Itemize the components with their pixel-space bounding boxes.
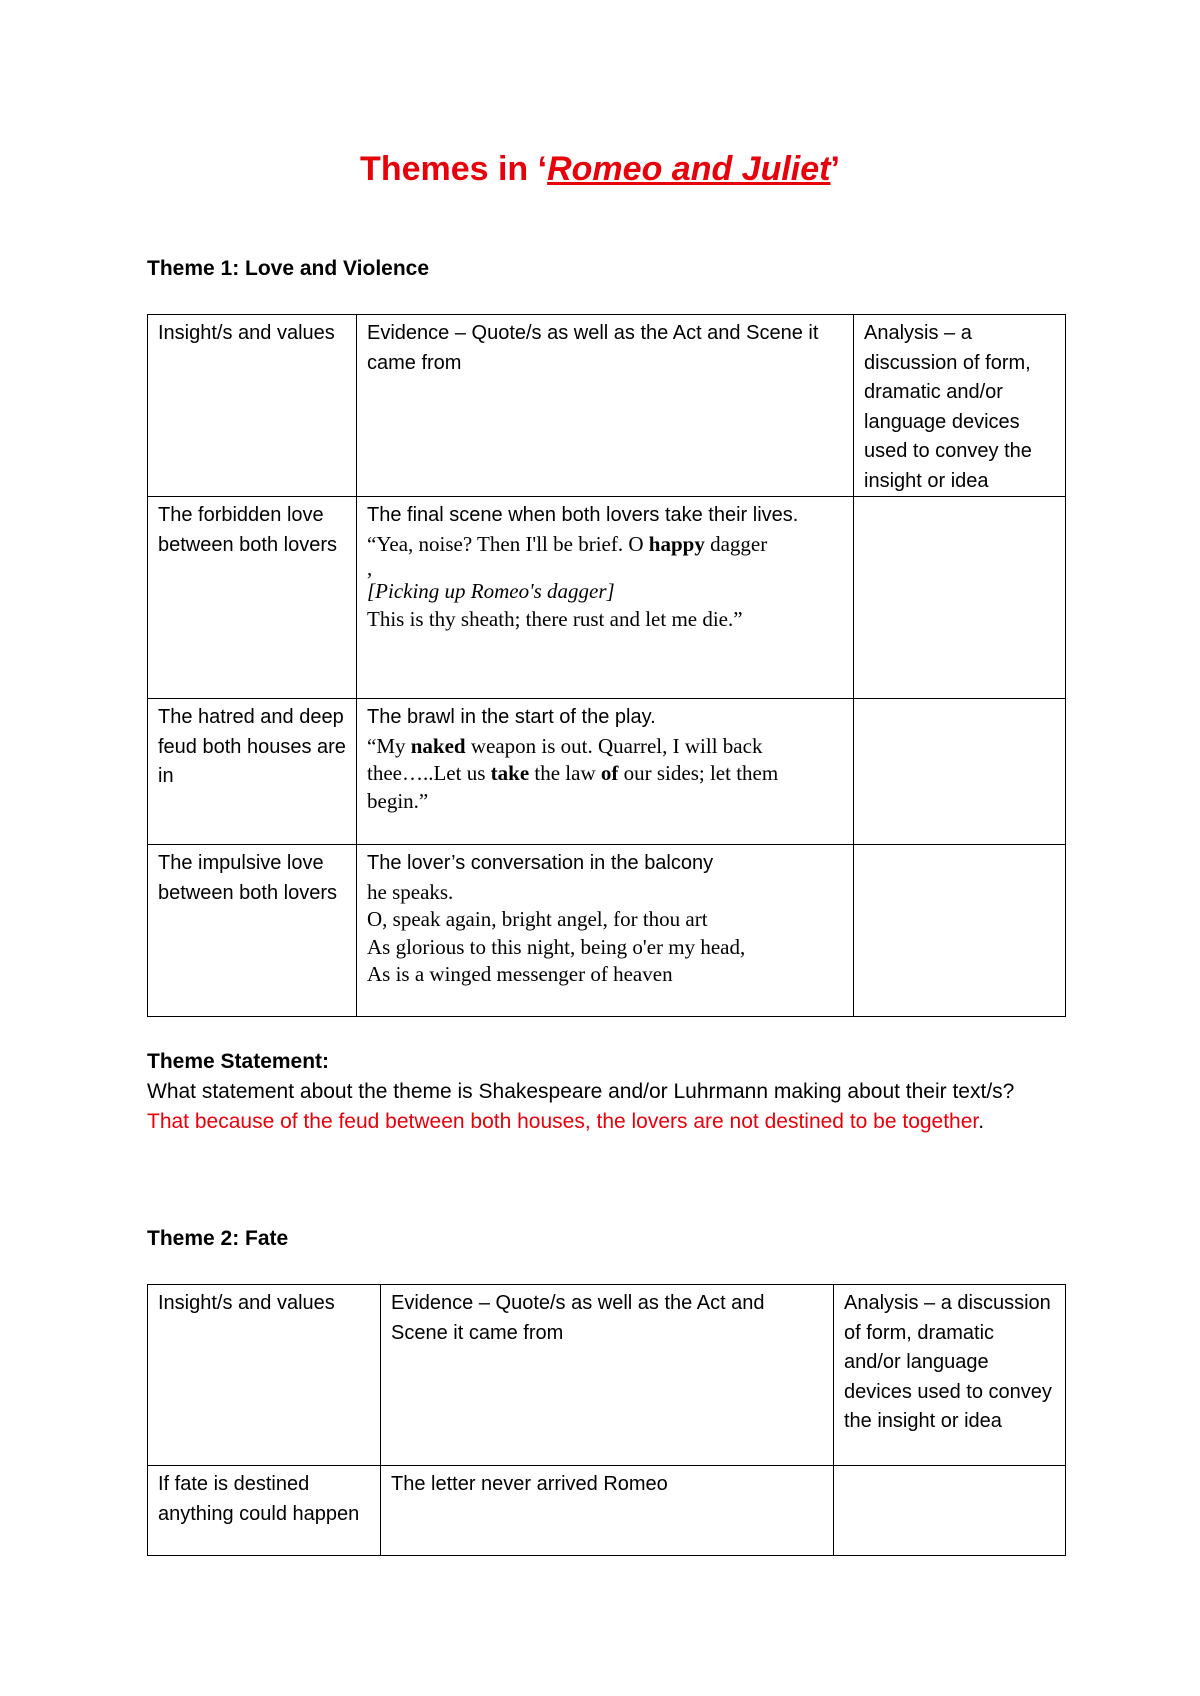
insight-cell: If fate is destined anything could happen [148,1466,381,1556]
evidence-cell [357,845,854,1017]
quote-end: This is thy sheath; there rust and let me die.” [367,606,743,631]
statement-answer: That because of the feud between both houses, the lovers are not destined to be together. [147,1110,985,1133]
table-row [148,497,1066,699]
insight-cell: The forbidden love between both lovers [148,497,357,699]
insight-cell: The impulsive love between both lovers [148,845,357,1017]
table-header-row [148,1285,1066,1466]
analysis-cell [854,699,1066,845]
quote-line: he speaks. [367,879,454,904]
quote-line: As glorious to this night, being o'er my head, [367,934,746,959]
evidence-lead: The final scene when both lovers take their lives. [367,504,799,526]
header-analysis: Analysis – a discussion of form, dramatic and/or language devices used to convey the insight or idea [854,315,1066,497]
theme-1-statement [147,1047,1077,1137]
header-insight: Insight/s and values [148,1285,381,1466]
analysis-cell [854,845,1066,1017]
table-row [148,699,1066,845]
header-insight: Insight/s and values [148,315,357,497]
theme-1-table [147,314,1066,1017]
theme-2-heading: Theme 2: Fate [147,1227,289,1250]
quote-line: As is a winged messenger of heaven [367,962,673,986]
evidence-cell: The letter never arrived Romeo [381,1466,834,1556]
quote-comma: , [367,556,373,580]
evidence-cell [357,699,854,845]
analysis-cell [854,497,1066,699]
analysis-cell [834,1466,1066,1556]
quote: “My naked weapon is out. Quarrel, I will back thee…..Let us take the law of our sides; let them begin.” [367,733,779,813]
stage-direction: [Picking up Romeo's dagger] [367,579,615,603]
statement-label: Theme Statement: [147,1050,330,1073]
theme-2-table [147,1284,1066,1556]
theme-1-heading: Theme 1: Love and Violence [147,257,430,280]
table-row [148,1466,1066,1556]
quote-line: O, speak again, bright angel, for thou art [367,907,708,931]
header-evidence: Evidence – Quote/s as well as the Act and Scene it came from [381,1285,834,1466]
quote: “Yea, noise? Then I'll be brief. O happy dagger [367,531,768,556]
statement-question: What statement about the theme is Shakespeare and/or Luhrmann making about their text/s? [147,1080,1015,1103]
evidence-cell [357,497,854,699]
table-header-row [148,315,1066,497]
table-row [148,845,1066,1017]
header-analysis: Analysis – a discussion of form, dramatic and/or language devices used to convey the insight or idea [834,1285,1066,1466]
document-title: Themes in ‘Romeo and Juliet’ [360,150,840,188]
evidence-lead: The lover’s conversation in the balcony [367,852,714,874]
header-evidence: Evidence – Quote/s as well as the Act and Scene it came from [357,315,854,497]
insight-cell: The hatred and deep feud both houses are in [148,699,357,845]
evidence-lead: The brawl in the start of the play. [367,706,656,728]
work-title: Romeo and Juliet [547,150,831,188]
